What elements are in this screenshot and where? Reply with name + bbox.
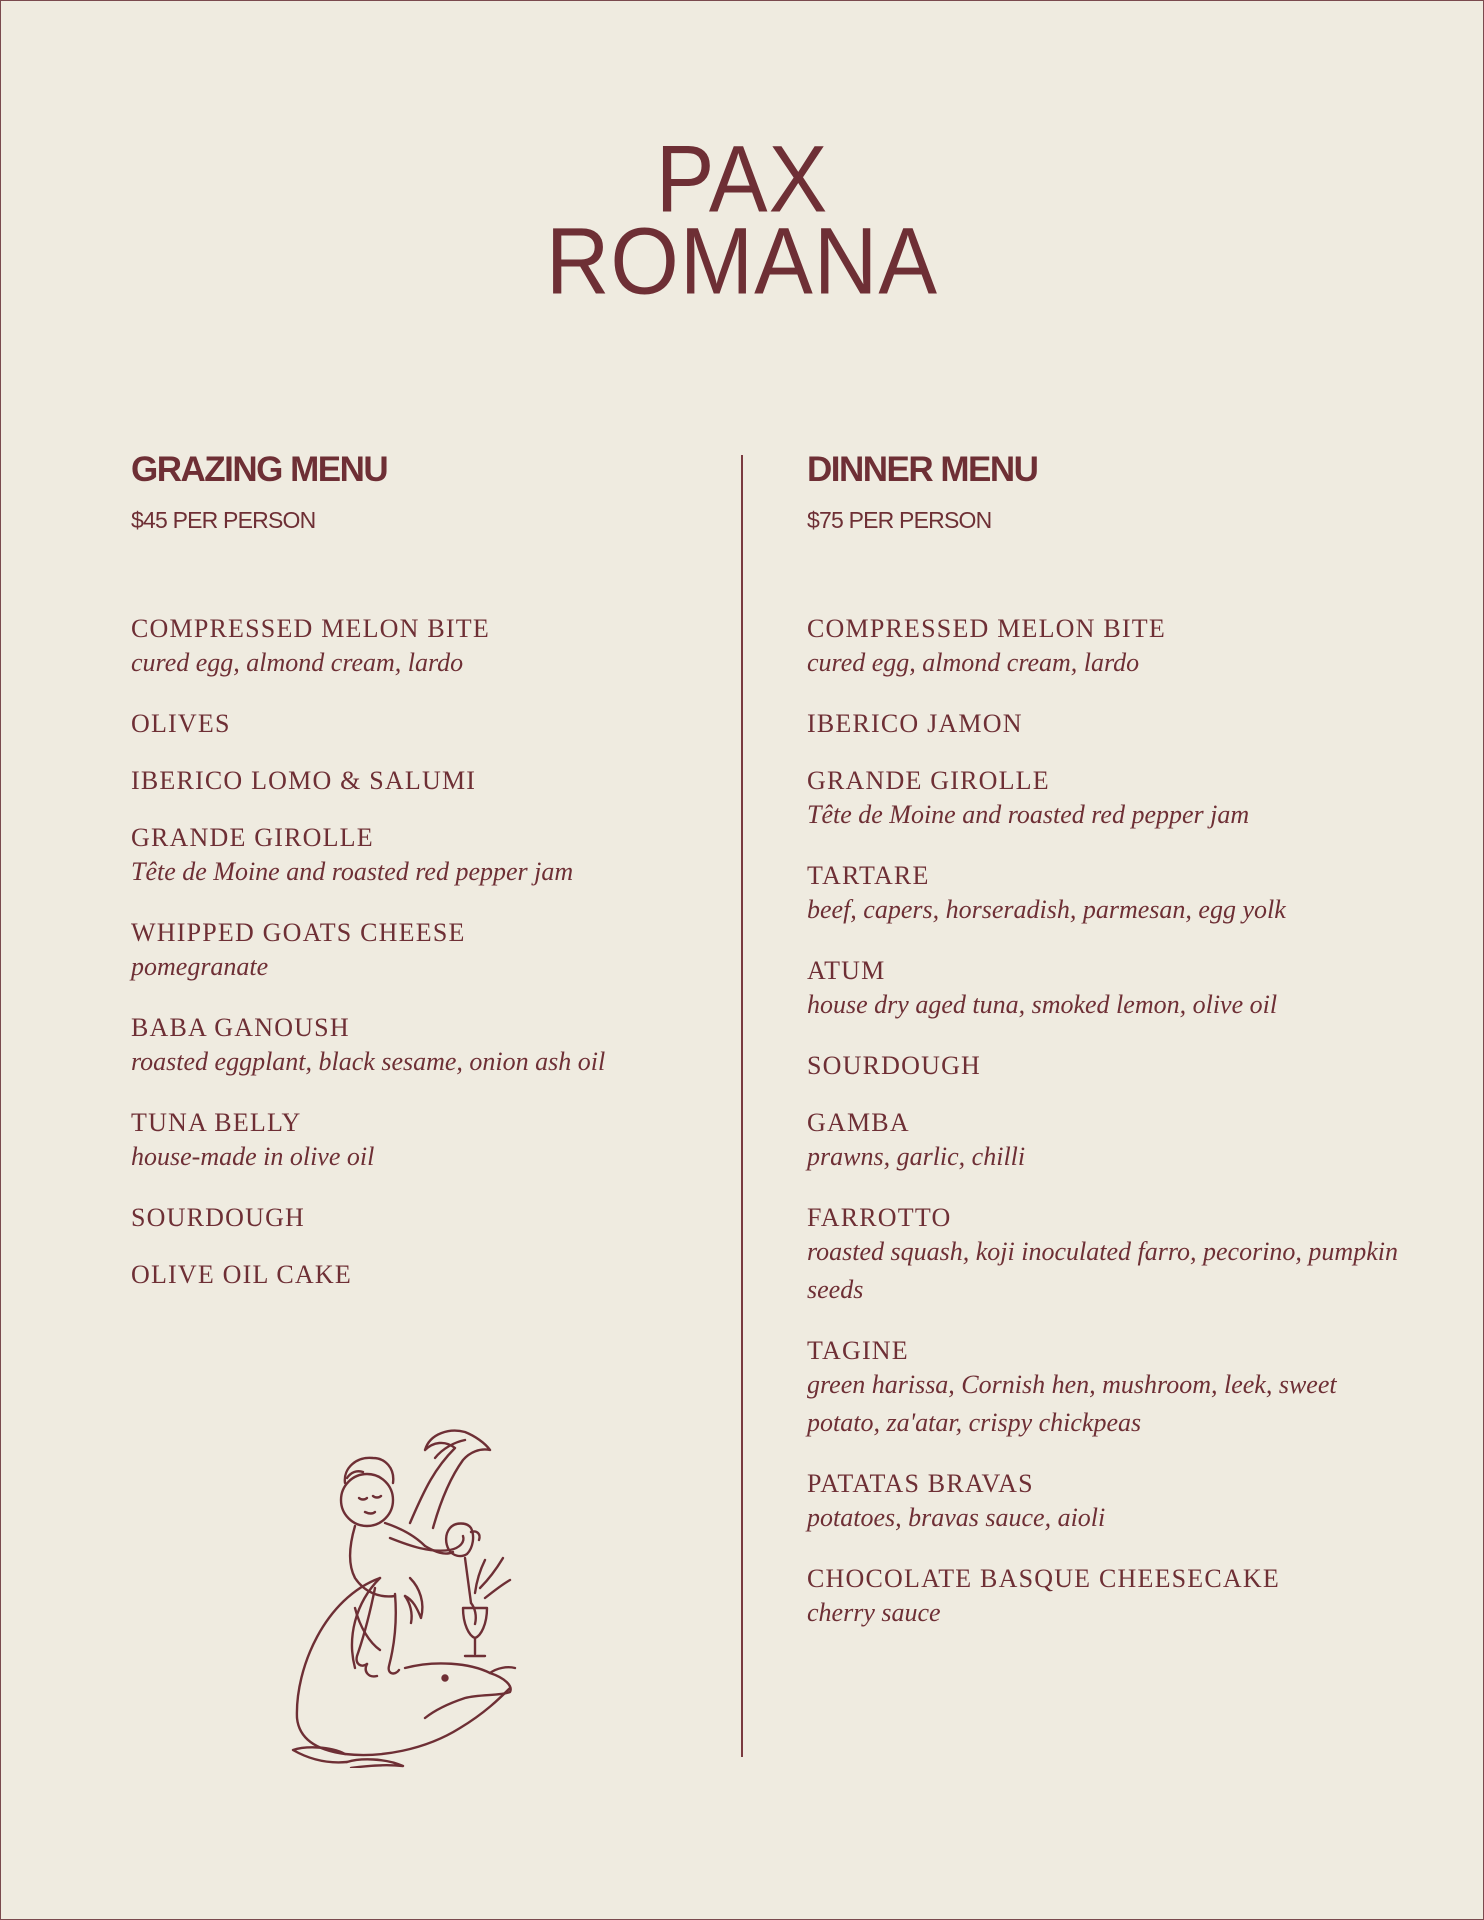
menu-item <box>131 766 691 796</box>
dinner-menu-items <box>807 614 1407 1632</box>
menu-item <box>807 1336 1407 1442</box>
cherub-riding-dolphin-illustration <box>285 1428 555 1768</box>
restaurant-logo <box>0 125 1484 314</box>
menu-item-name: WHIPPED GOATS CHEESE <box>131 918 466 947</box>
grazing-menu-price: $45 PER PERSON <box>131 507 316 533</box>
dinner-menu-section <box>807 450 1407 1659</box>
menu-item <box>807 1469 1407 1537</box>
menu-item-name: IBERICO JAMON <box>807 709 1023 738</box>
menu-item-description: roasted squash, koji inoculated farro, pecorino, pumpkin seeds <box>807 1237 1398 1304</box>
menu-item-description: beef, capers, horseradish, parmesan, egg yolk <box>807 895 1286 924</box>
menu-item-description: green harissa, Cornish hen, mushroom, leek, sweet potato, za'atar, crispy chickpeas <box>807 1370 1337 1437</box>
menu-item <box>131 614 691 682</box>
menu-item-description: Tête de Moine and roasted red pepper jam <box>807 800 1250 829</box>
menu-item <box>131 1203 691 1233</box>
menu-item-name: GAMBA <box>807 1108 910 1137</box>
dinner-menu-title: DINNER MENU <box>807 450 1038 489</box>
menu-item <box>807 614 1407 682</box>
menu-item-name: GRANDE GIROLLE <box>131 823 374 852</box>
menu-item-description: cherry sauce <box>807 1598 941 1627</box>
menu-item-name: COMPRESSED MELON BITE <box>807 614 1166 643</box>
menu-item-name: CHOCOLATE BASQUE CHEESECAKE <box>807 1564 1280 1593</box>
grazing-menu-section <box>131 450 691 1317</box>
menu-item-name: ATUM <box>807 956 886 985</box>
grazing-menu-items <box>131 614 691 1290</box>
menu-item-description: roasted eggplant, black sesame, onion ash oil <box>131 1047 606 1076</box>
menu-item-description: prawns, garlic, chilli <box>807 1142 1026 1171</box>
menu-item <box>807 709 1407 739</box>
menu-item <box>807 861 1407 929</box>
menu-item-name: IBERICO LOMO & SALUMI <box>131 766 477 795</box>
menu-item <box>131 709 691 739</box>
menu-item-description: potatoes, bravas sauce, aioli <box>807 1503 1106 1532</box>
menu-item <box>131 1013 691 1081</box>
menu-item <box>131 1108 691 1176</box>
logo-line-1: PAX <box>655 125 829 232</box>
dinner-menu-price: $75 PER PERSON <box>807 507 992 533</box>
menu-item <box>807 1203 1407 1309</box>
menu-item-name: BABA GANOUSH <box>131 1013 350 1042</box>
menu-item <box>807 1564 1407 1632</box>
logo-line-2: ROMANA <box>545 207 939 314</box>
grazing-menu-title: GRAZING MENU <box>131 450 388 489</box>
menu-item-name: TAGINE <box>807 1336 909 1365</box>
menu-item-description: cured egg, almond cream, lardo <box>131 648 464 677</box>
menu-item-description: Tête de Moine and roasted red pepper jam <box>131 857 574 886</box>
menu-item-name: PATATAS BRAVAS <box>807 1469 1034 1498</box>
menu-item-name: COMPRESSED MELON BITE <box>131 614 490 643</box>
menu-item <box>807 956 1407 1024</box>
column-divider <box>741 455 743 1757</box>
menu-item <box>807 1051 1407 1081</box>
menu-item <box>131 1260 691 1290</box>
menu-item-description: house-made in olive oil <box>131 1142 375 1171</box>
menu-item <box>131 918 691 986</box>
menu-item-description: cured egg, almond cream, lardo <box>807 648 1140 677</box>
menu-item-name: GRANDE GIROLLE <box>807 766 1050 795</box>
menu-item-description: pomegranate <box>131 952 269 981</box>
menu-item-name: TUNA BELLY <box>131 1108 302 1137</box>
menu-item-name: OLIVE OIL CAKE <box>131 1260 352 1289</box>
menu-item-name: FARROTTO <box>807 1203 952 1232</box>
menu-item-description: house dry aged tuna, smoked lemon, olive oil <box>807 990 1278 1019</box>
menu-item-name: SOURDOUGH <box>807 1051 982 1080</box>
menu-item-name: OLIVES <box>131 709 231 738</box>
menu-item <box>807 1108 1407 1176</box>
menu-item <box>131 823 691 891</box>
menu-item-name: TARTARE <box>807 861 930 890</box>
menu-item <box>807 766 1407 834</box>
menu-item-name: SOURDOUGH <box>131 1203 306 1232</box>
